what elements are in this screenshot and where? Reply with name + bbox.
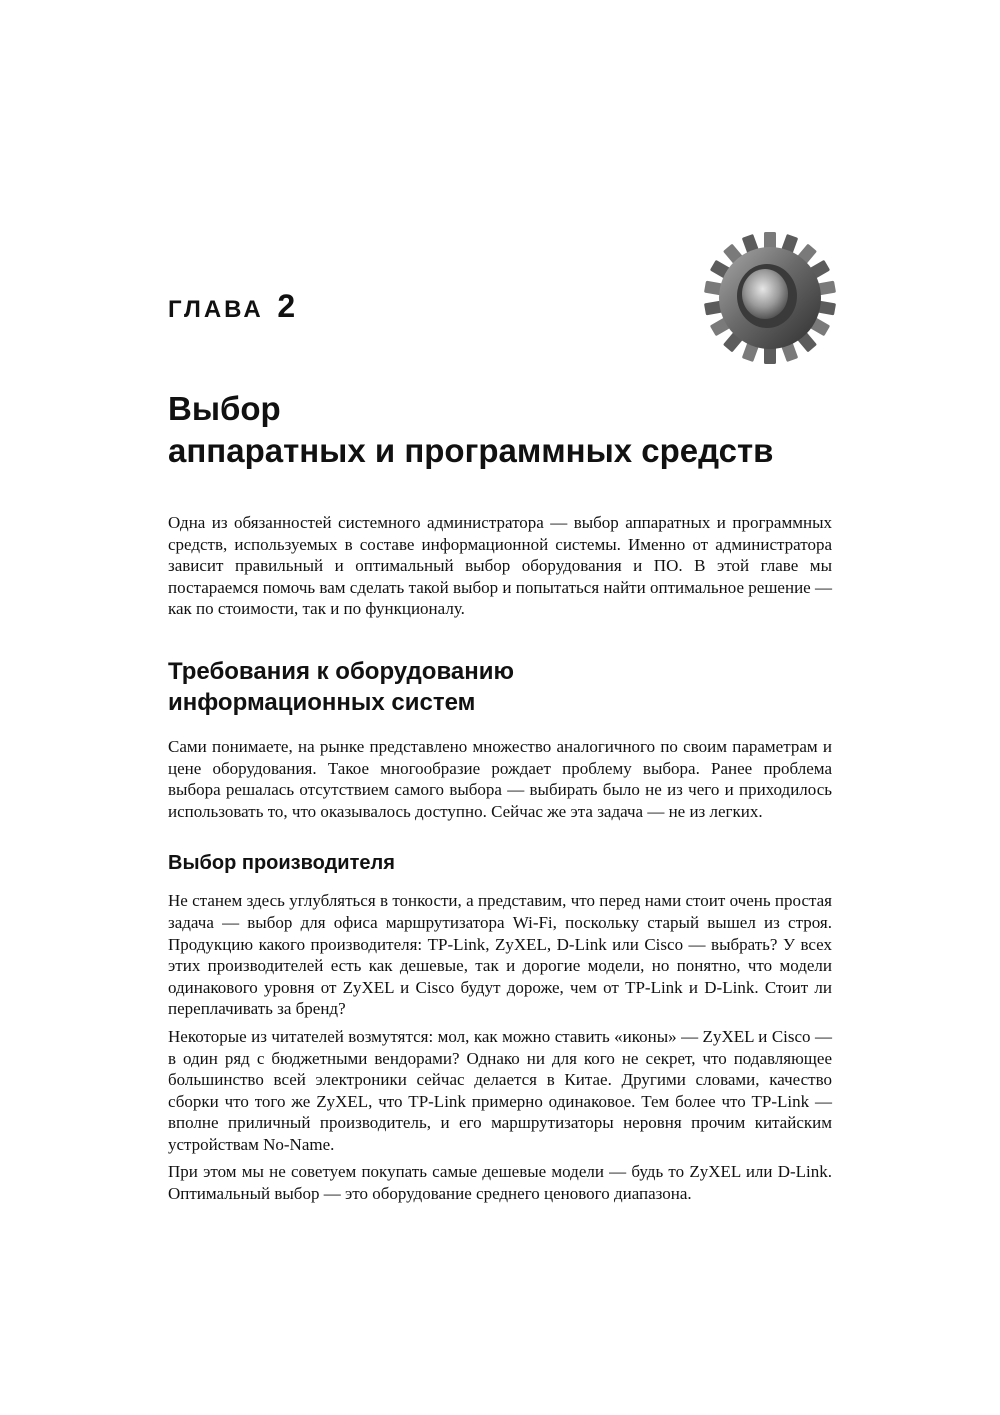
gear-icon	[700, 228, 840, 368]
subsection-paragraph-3: При этом мы не советуем покупать самые дешевые модели — будь то ZyXEL или D-Link. Оптимальный выбор — это оборудование среднего ценового диапазона.	[168, 1162, 832, 1204]
chapter-title-line-1: Выбор	[168, 390, 281, 427]
chapter-label	[168, 288, 295, 328]
section-heading-line-2: информационных систем	[168, 688, 476, 716]
section-heading-line-1: Требования к оборудованию	[168, 657, 514, 685]
chapter-content	[168, 512, 832, 1211]
subsection-paragraph-1: Не станем здесь углубляться в тонкости, а представим, что перед нами стоит очень простая задача — выбор для офиса маршрутизатора Wi-Fi, поскольку старый вышел из строя. Продукцию какого производителя: TP-Link, ZyXEL, D-Link или Cisco — выбрать? У всех этих производителей есть как дешевые, так и дорогие модели, но понятно, что модели одинакового уровня от ZyXEL и Cisco будут дороже, чем от TP-Link и D-Link. Стоит ли переплачивать за бренд?	[168, 891, 832, 1019]
intro-paragraph: Одна из обязанностей системного администратора — выбор аппаратных и программных средств, используемых в составе информационной системы. Именно от администратора зависит правильный и оптимальный выбор оборудования и ПО. В этой главе мы постараемся помочь вам сделать такой выбор и попытаться найти оптимальное решение — как по стоимости, так и по функционалу.	[168, 513, 832, 619]
section-paragraph: Сами понимаете, на рынке представлено множество аналогичного по своим параметрам и цене оборудования. Такое многообразие рождает проблему выбора. Ранее проблема выбора решалась отсутствием самого выбора — выбирать было не из чего и приходилось использовать то, что оказывалось доступно. Сейчас же эта задача — не из легких.	[168, 736, 832, 821]
section-heading	[168, 656, 832, 718]
chapter-number: 2	[277, 288, 296, 324]
subsection-heading: Выбор производителя	[168, 852, 395, 875]
chapter-word: ГЛАВА	[168, 296, 264, 323]
chapter-title	[168, 388, 868, 472]
gear-bore	[742, 269, 788, 319]
subsection-paragraph-2: Некоторые из читателей возмутятся: мол, как можно ставить «иконы» — ZyXEL и Cisco — в один ряд с бюджетными вендорами? Однако ни для кого не секрет, что подавляющее большинство всей электроники сейчас делается в Китае. Другими словами, качество сборки что того же ZyXEL, что TP-Link примерно одинаковое. Тем более что TP-Link — вполне приличный производитель, и его маршрутизаторы неровня прочим китайским устройствам No-Name.	[168, 1026, 832, 1154]
chapter-title-line-2: аппаратных и программных средств	[168, 432, 774, 469]
